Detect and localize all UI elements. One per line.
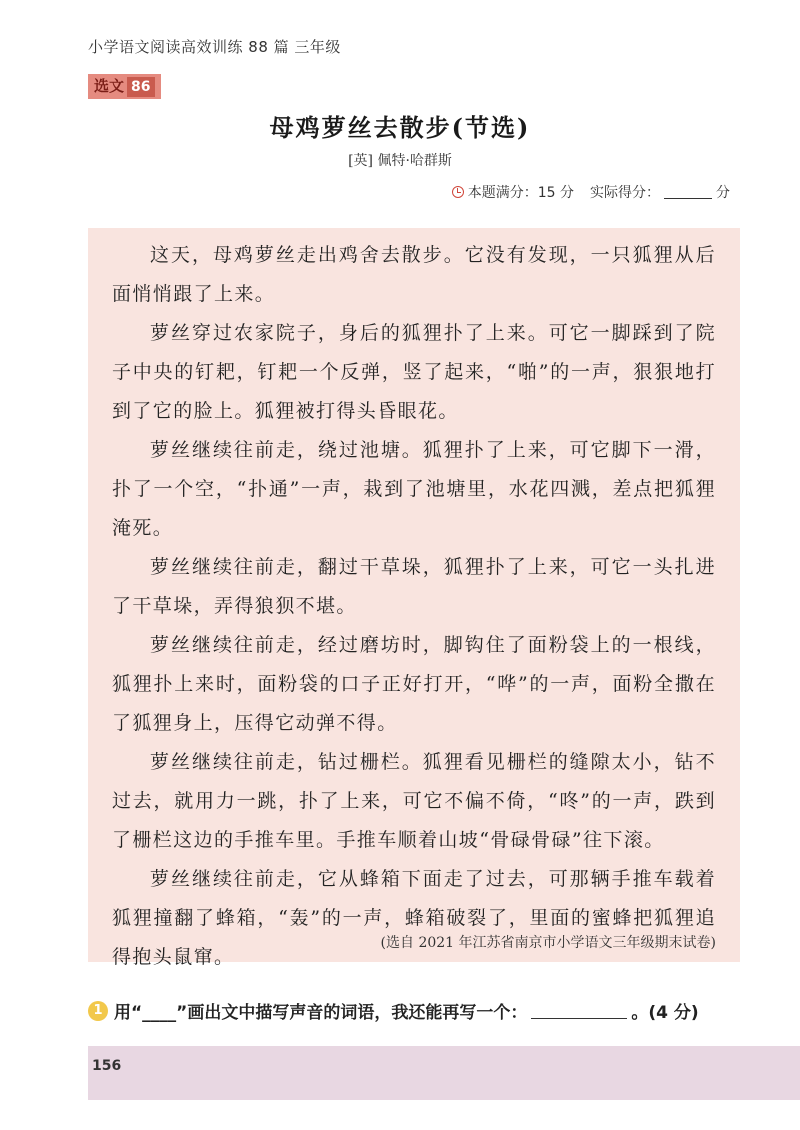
book-header: 小学语文阅读高效训练 88 篇 三年级 bbox=[88, 38, 341, 56]
actual-score-blank[interactable] bbox=[664, 186, 712, 199]
paragraph: 萝丝穿过农家院子，身后的狐狸扑了上来。可它一脚踩到了院子中央的钉耙，钉耙一个反弹，竖了起来，“啪”的一声，狠狠地打到了它的脸上。狐狸被打得头昏眼花。 bbox=[112, 322, 716, 422]
reading-passage bbox=[88, 228, 740, 968]
selection-tag bbox=[88, 74, 161, 99]
article-author: [英] 佩特·哈群斯 bbox=[348, 153, 452, 169]
paragraph: 这天，母鸡萝丝走出鸡舍去散步。它没有发现，一只狐狸从后面悄悄跟了上来。 bbox=[112, 244, 716, 305]
score-line bbox=[452, 182, 730, 202]
score-unit: 分 bbox=[716, 185, 730, 201]
paragraph: 萝丝继续往前走，钻过栅栏。狐狸看见栅栏的缝隙太小，钻不过去，就用力一跳，扑了上来，可它不偏不倚，“咚”的一声，跌到了栅栏这边的手推车里。手推车顺着山坡“骨碌骨碌”往下滚。 bbox=[112, 751, 716, 851]
answer-blank[interactable] bbox=[531, 1002, 627, 1019]
selection-number: 86 bbox=[127, 77, 154, 97]
paragraph: 萝丝继续往前走，经过磨坊时，脚钩住了面粉袋上的一根线，狐狸扑上来时，面粉袋的口子正好打开，“哗”的一声，面粉全撒在了狐狸身上，压得它动弹不得。 bbox=[112, 634, 716, 734]
paragraph: 萝丝继续往前走，绕过池塘。狐狸扑了上来，可它脚下一滑，扑了一个空，“扑通”一声，栽到了池塘里，水花四溅，差点把狐狸淹死。 bbox=[112, 439, 716, 539]
question-points: 。(4 分) bbox=[631, 1003, 699, 1023]
clock-icon bbox=[452, 186, 464, 198]
actual-score-label: 实际得分： bbox=[590, 185, 660, 201]
article-title: 母鸡萝丝去散步(节选) bbox=[269, 113, 531, 142]
full-score: 本题满分：15 分 bbox=[467, 185, 574, 201]
question-1 bbox=[88, 998, 748, 1023]
footer-band bbox=[88, 1046, 800, 1100]
page-number: 156 bbox=[92, 1058, 122, 1074]
question-number-badge: 1 bbox=[88, 1001, 108, 1021]
paragraph: 萝丝继续往前走，它从蜂箱下面走了过去，可那辆手推车载着狐狸撞翻了蜂箱，“轰”的一声，蜂箱破裂了，里面的蜜蜂把狐狸追得抱头鼠窜。 bbox=[112, 868, 716, 968]
question-text: 用“____”画出文中描写声音的词语，我还能再写一个： bbox=[114, 1003, 528, 1023]
selection-label: 选文 bbox=[94, 77, 125, 95]
paragraph: 萝丝继续往前走，翻过干草垛，狐狸扑了上来，可它一头扎进了干草垛，弄得狼狈不堪。 bbox=[112, 556, 716, 617]
passage-source: (选自 2021 年江苏省南京市小学语文三年级期末试卷) bbox=[380, 935, 716, 951]
